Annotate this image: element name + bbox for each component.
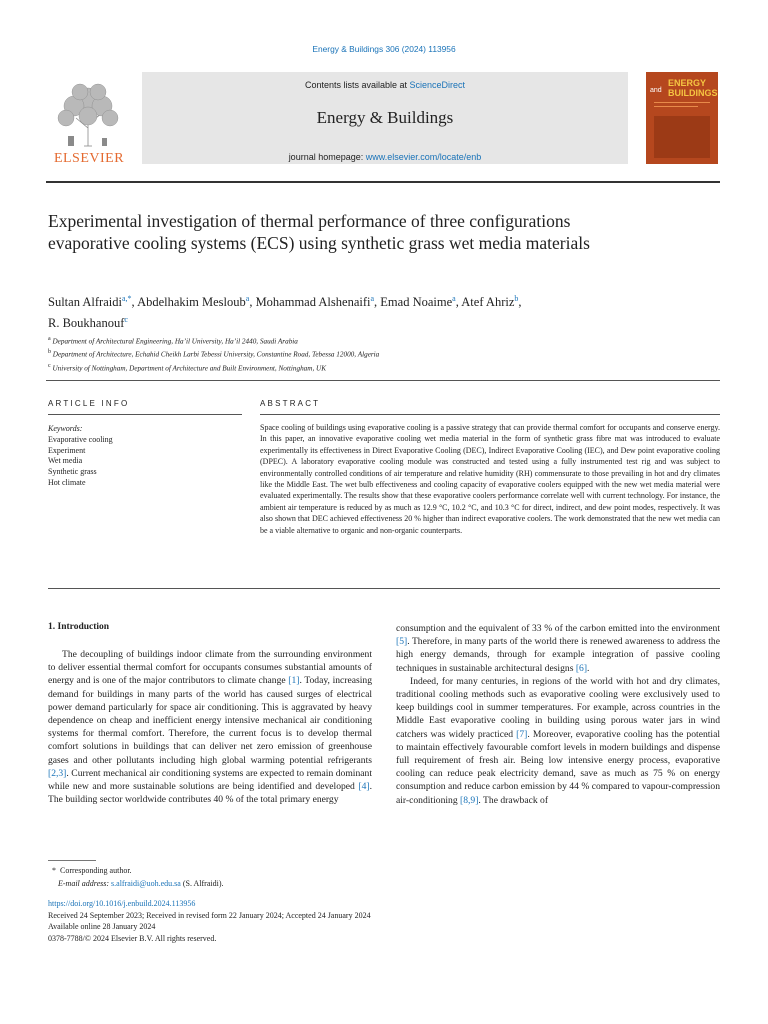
body-text: consumption and the equivalent of 33 % of the carbon emitted into the environment [396,623,720,634]
footnote-email-line [52,878,452,891]
abstract-bottom-rule [48,588,720,589]
keyword-item: Evaporative cooling [48,434,113,444]
author-separator: , [131,295,138,310]
affiliation-list [48,334,708,374]
cover-title [668,78,718,98]
article-info-rule [48,414,242,415]
body-text: . Therefore, in many parts of the world there is renewed awareness to address the high energy demands, through for example integration of passive cooling techniques in sustainable architectural designs [396,636,720,674]
article-footer [48,898,548,944]
body-paragraph [48,648,372,806]
author-affiliation-mark[interactable]: a [245,294,250,303]
body-text: Indeed, for many centuries, in regions of the world with hot and dry climates, traditional cooling methods such as evaporative cooling were exclusively used to keep buildings cool in summer temperatures. For example, across countries in the Middle East evaporative cooling in building using porous water jars in wind catchers was widely practiced [396,675,720,740]
affiliation-text: University of Nottingham, Department of Architecture and Built Environment, Nottingham, UK [52,364,327,373]
body-text: . Moreover, evaporative cooling has the potential to maintain effectively favourable comfort levels in modern buildings and dispense full requirement of fresh air. Being low intensive energy process, evaporative cooling can reduce peak electricity demand, save as much as 75 % on energy consumption and reduce carbon emission by 44 % compared to vapour-compression air-conditioning [396,728,720,806]
doi-link[interactable]: https://doi.org/10.1016/j.enbuild.2024.113956 [48,899,196,908]
citation-ref-link[interactable]: [1] [288,675,300,687]
affiliation-mark: b [48,349,51,356]
affiliation-mark: a [48,336,51,342]
author-affiliation-mark[interactable]: b [514,294,519,303]
body-column-right [396,622,720,807]
copyright: 0378-7788/© 2024 Elsevier B.V. All rights reserved. [48,933,217,943]
footnote-rule [48,860,96,861]
email-label: E-mail address: [58,878,110,888]
article-title: Experimental investigation of thermal performance of three configurations evaporative cooling systems (ECS) using synthetic grass wet media materials [48,211,590,253]
body-text: . Today, increasing demand for buildings in many parts of the world has caused surges of electrical power demand particularly for space air conditioning. This is aggravated by heavy dependence on cheap and inefficient energy intensive mechanical air conditioning systems for thermal comfort. Therefore, the current focus is to develop thermal comfort solutions in buildings that can deliver net zero emission of greenhouse gases and other pollutants including high global warming potential refrigerants [48,675,372,766]
cover-stripe [654,102,710,103]
keyword-item: Wet media [48,456,83,466]
author-affiliation-mark[interactable]: c [124,315,128,325]
cover-stripe [654,106,698,107]
author-separator: , [249,295,256,310]
author-affiliation-mark[interactable]: a [370,294,375,303]
author-name[interactable]: R. Boukhanouf [48,316,125,331]
affiliation-text: Department of Architecture, Echahid Cheikh Larbi Tebessi University, Constantine Road, Tebessa 12000, Algeria [52,350,380,359]
author-separator: , [374,295,381,310]
journal-homepage-link[interactable]: www.elsevier.com/locate/enb [365,152,482,162]
author-separator: , [518,295,522,310]
author-affiliation-mark[interactable]: a,* [121,294,132,303]
homepage-prefix: journal homepage: [288,152,366,162]
body-text: . Current mechanical air conditioning systems are expected to remain dominant while new and more sustainable solutions are being identified and developed [48,767,372,793]
footnote-line [52,865,452,878]
received-dates: Received 24 September 2023; Received in revised form 22 January 2024; Accepted 24 January 2024 [48,910,371,920]
affiliation-item [48,347,708,360]
body-column-left [48,648,372,806]
journal-cover-thumbnail[interactable] [646,72,718,164]
cover-title-buildings: BUILDINGS [668,88,718,98]
body-paragraph [396,622,720,675]
abstract-heading: ABSTRACT [260,399,321,408]
body-text: . The drawback of [478,794,549,806]
author-name[interactable]: Emad Noaime [380,295,453,310]
affiliation-divider [46,380,720,381]
citation-ref-link[interactable]: [4] [358,781,370,793]
cover-image-block [654,116,710,158]
affiliation-item [48,361,708,374]
keyword-item: Hot climate [48,477,86,487]
contents-available-line [142,80,628,90]
affiliation-mark: c [48,362,51,369]
affiliation-text: Department of Architectural Engineering, Ha’il University, Ha’il 2440, Saudi Arabia [52,337,298,346]
sciencedirect-link[interactable]: ScienceDirect [409,80,466,90]
introduction-heading: 1. Introduction [48,622,110,632]
body-text: . The building sector worldwide contributes 40 % of the total primary energy [48,781,372,806]
body-paragraph [396,675,720,807]
body-text: The decoupling of buildings indoor climate from the surrounding environment to deliver essential thermal comfort for occupants consumes substantial amounts of energy and is one of the major contributors to climate change [48,649,372,687]
footnote-mark: * [52,866,56,875]
journal-homepage-line [142,152,628,162]
email-owner: (S. Alfraidi). [182,878,224,888]
keywords-label: Keywords: [48,424,83,433]
author-name[interactable]: Atef Ahriz [461,295,515,310]
contents-prefix: Contents lists available at [304,80,410,90]
abstract-rule [260,414,720,415]
body-text: . [587,662,590,674]
keywords-block [48,424,238,489]
cover-title-energy: ENERGY [668,78,707,88]
citation-ref-link[interactable]: [7] [516,728,528,740]
author-name[interactable]: Abdelhakim Mesloub [137,295,246,310]
keyword-item: Synthetic grass [48,467,97,477]
author-name[interactable]: Mohammad Alshenaifi [255,295,371,310]
cover-and: and [650,87,662,94]
header-divider [46,181,720,183]
corresponding-author-footnote [52,865,452,890]
citation-ref-link[interactable]: [6] [575,662,588,674]
journal-citation-link[interactable]: Energy & Buildings 306 (2024) 113956 [312,44,456,54]
author-separator: , [455,295,462,310]
author-name[interactable]: Sultan Alfraidi [48,295,122,310]
author-list [48,290,688,332]
citation-ref-link[interactable]: [8,9] [460,794,479,806]
journal-name: Energy & Buildings [316,108,454,127]
author-email-link[interactable]: s.alfraidi@uoh.edu.sa [111,878,181,888]
elsevier-wordmark: ELSEVIER [53,151,125,166]
citation-ref-link[interactable]: [2,3] [48,767,67,779]
citation-ref-link[interactable]: [5] [396,636,408,648]
author-affiliation-mark[interactable]: a [452,294,456,303]
article-info-heading: ARTICLE INFO [48,399,130,408]
available-online: Available online 28 January 2024 [48,922,156,932]
affiliation-item [48,334,708,347]
keyword-item: Experiment [48,445,86,455]
abstract-text: Space cooling of buildings using evaporative cooling is a passive strategy that can provide thermal comfort for occupants and conserve energy. In this paper, an innovative evaporative cooling wet media material in the form of synthetic grass fibre mat was introduced to evaluate experimentally its effectiveness in Direct Evaporative Cooling (DEC), Indirect Evaporative Cooling (IEC), and Dew point evaporative cooling (DPEC). A laboratory evaporative cooling module was constructed and tested using a fully instrumented test rig and was subject to environmentally controlled conditions of air temperature and relative humidity (RH) commensurate to those prevailing in hot and dry climates like the Middle East. The wet bulb effectiveness and cooling capacity of evaporative coolers equipped with the new wet media material were evaluated experimentally. The results show that these evaporative coolers performance correlate well with current technology. For instance, the ambient air temperature is reduced by as much as 12.9 °C, 10.2 °C, and 10.3 °C for direct, indirect, and dew point modes, respectively. It was also shown that DEC achieved effectiveness 20 % higher than indirect evaporative coolers. The work demonstrated that the new wet media can be a viable alternative to organic and non-organic counterparts. [260,423,720,535]
footnote-text: Corresponding author. [60,866,132,875]
